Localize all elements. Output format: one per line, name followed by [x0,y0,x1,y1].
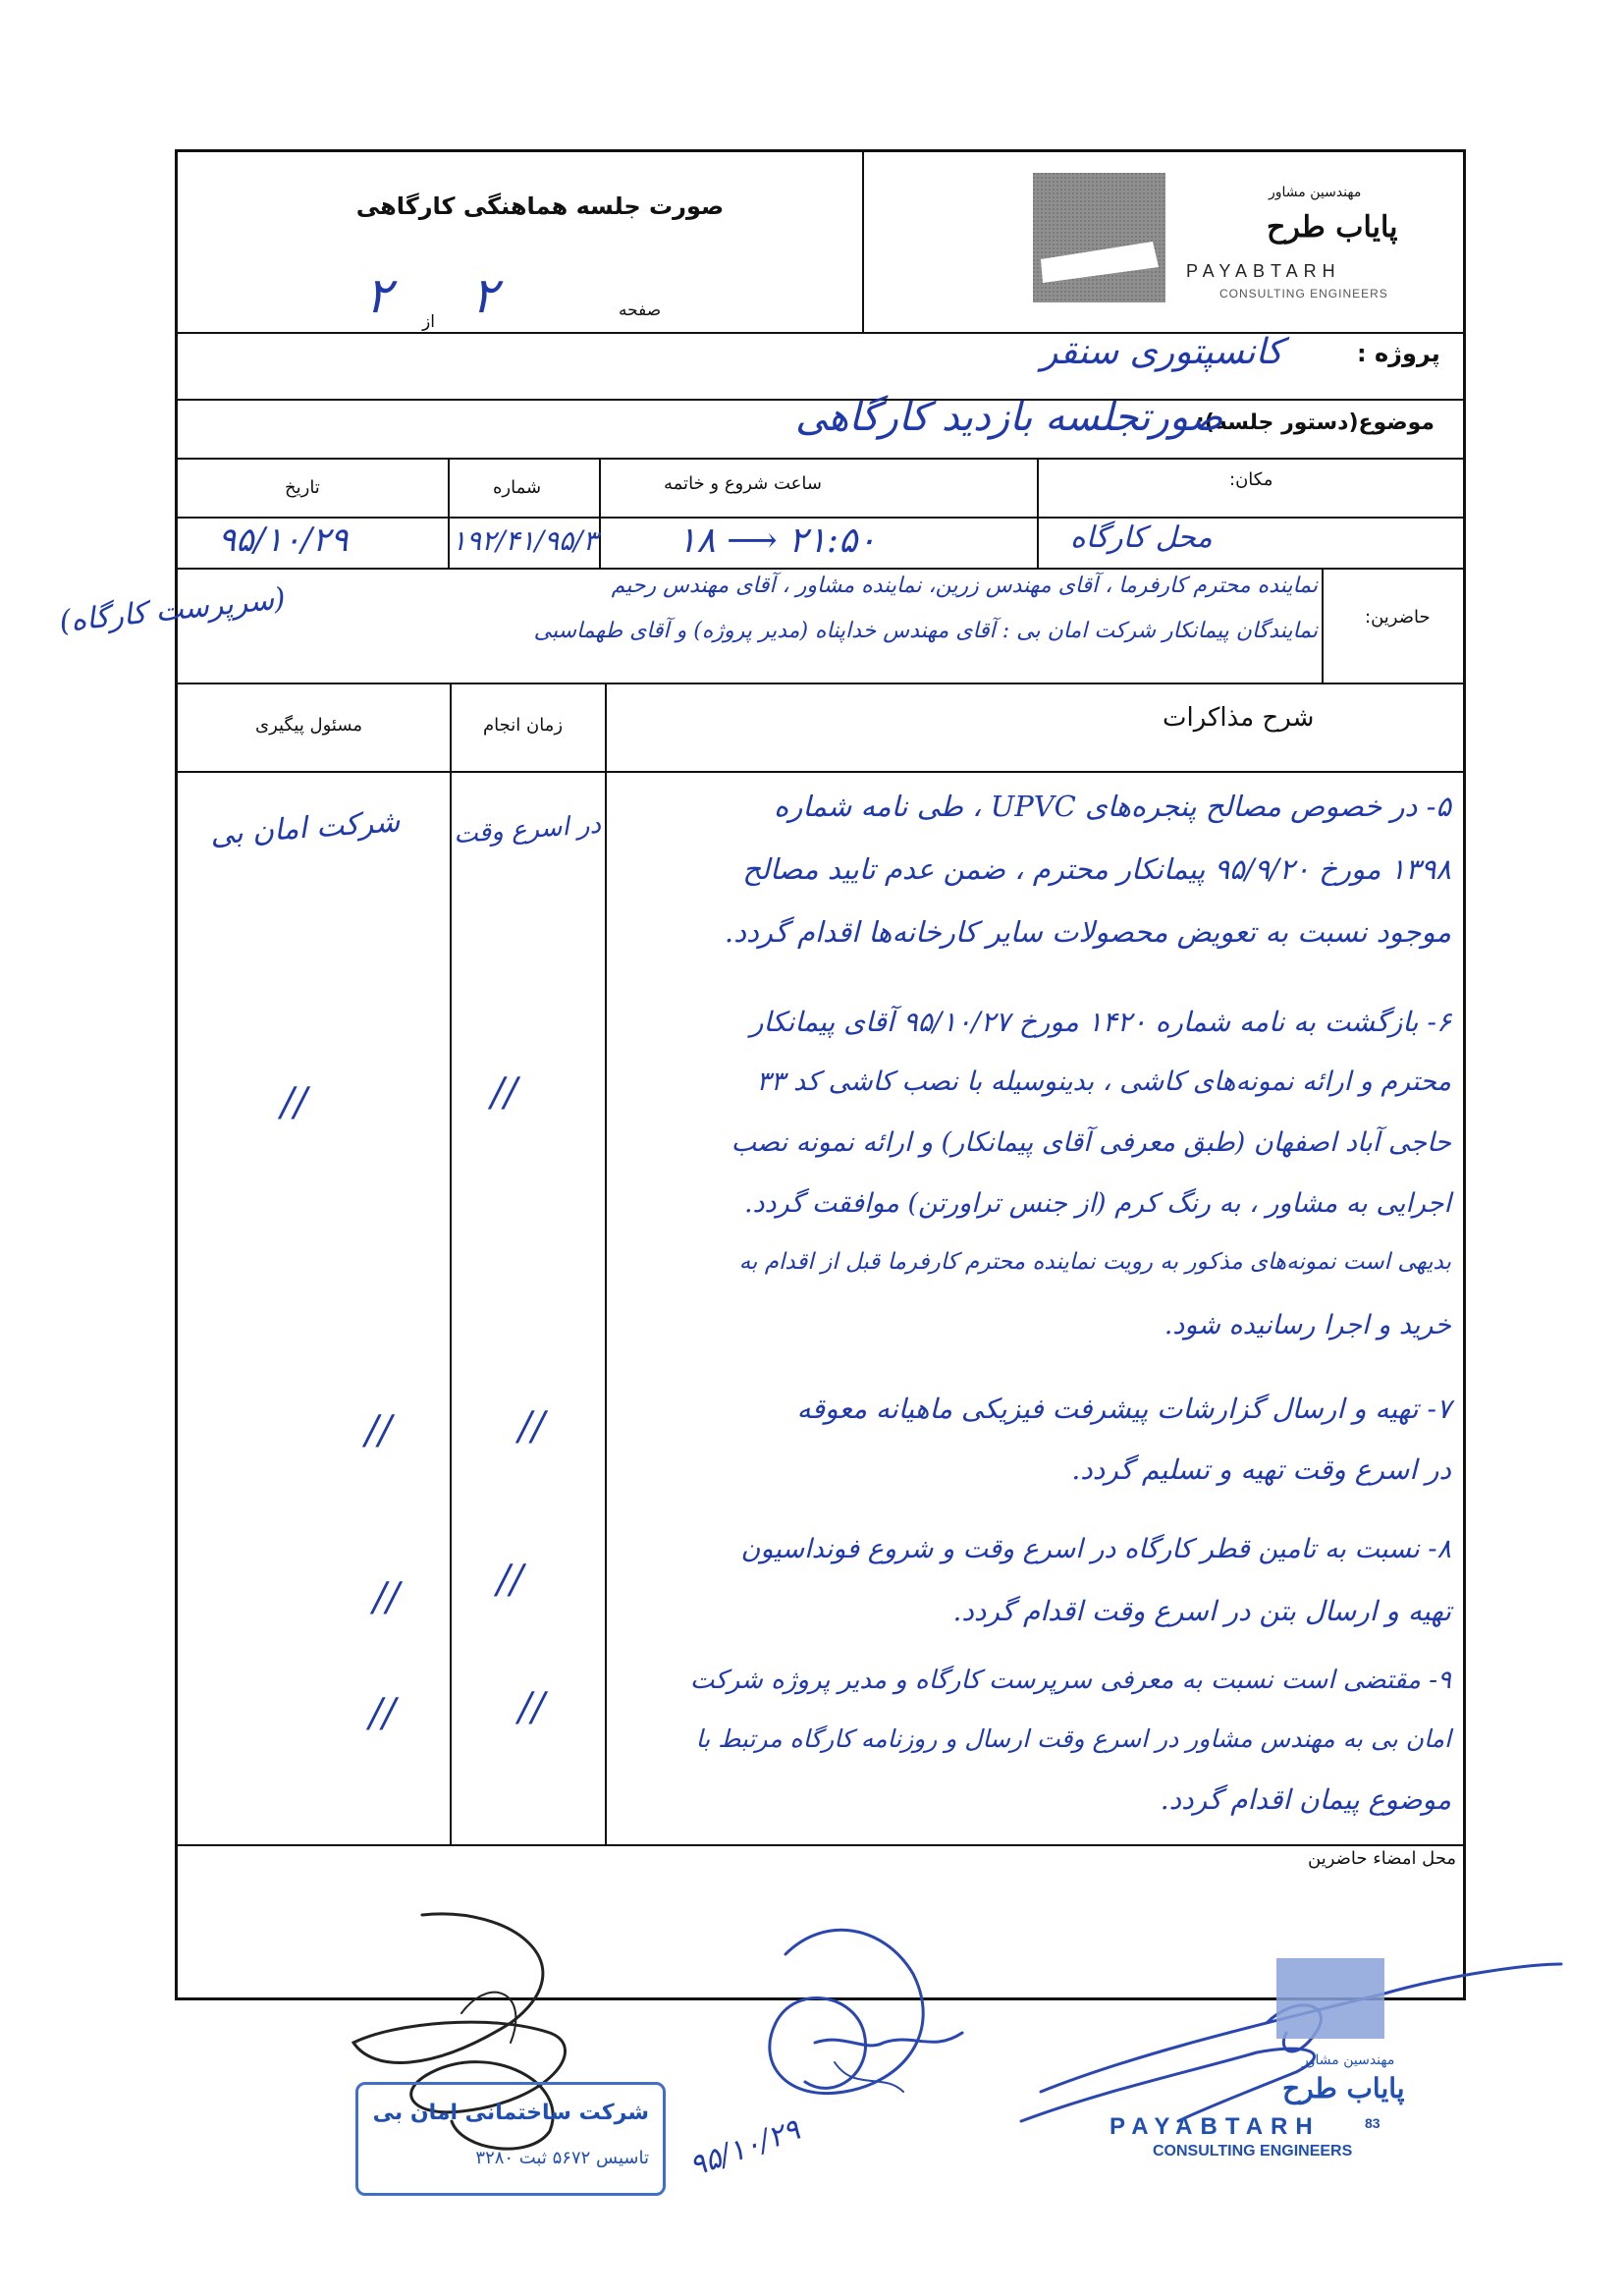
attendees-line-1: نماینده محترم کارفرما ، آقای مهندس زرین، نماینده مشاور ، آقای مهندس رحیم [611,574,1318,598]
item-5-line-1: ۵- در خصوص مصالح پنجره‌های UPVC ، طی نامه شماره [774,790,1451,823]
number-label: شماره [493,477,542,498]
item-6-line-3: حاجی آباد اصفهان (طبق معرفی آقای پیمانکار) و ارائه نمونه نصب [731,1127,1451,1158]
consultant-stamp-fa-name: پایاب طرح [1282,2072,1405,2105]
signature-date: ۹۵/۱۰/۲۹ [684,2112,805,2184]
item-6-line-4: اجرایی به مشاور ، به رنگ کرم (از جنس تراورتن) موافقت گردد. [743,1188,1451,1219]
number-value: ۱۹۲/۴۱/۹۵/۳ [452,524,598,557]
logo-en-sub: CONSULTING ENGINEERS [1219,287,1388,301]
item-6-line-1: ۶- بازگشت به نامه شماره ۱۴۲۰ مورخ ۹۵/۱۰/۲۷ آقای پیمانکار [750,1006,1451,1038]
logo-fa-small: مهندسین مشاور [1269,185,1362,200]
subject-label: موضوع(دستور جلسه): [1196,410,1435,435]
page-total: ۲ [365,267,392,324]
place-label: مکان: [1229,469,1273,490]
company-logo [1031,171,1443,308]
item-9-time: // [518,1685,545,1730]
item-6-line-5: بدیهی است نمونه‌های مذکور به رویت نماینده محترم کارفرما قبل از اقدام به [738,1249,1451,1275]
rule-discussion-header-bottom [175,771,1466,773]
rule-meta-col1 [1037,458,1039,568]
place-value: محل کارگاه [1070,520,1213,555]
time-label: ساعت شروع و خاتمه [664,473,822,494]
responsible-column-header: مسئول پیگیری [255,715,363,736]
item-6-line-2: محترم و ارائه نمونه‌های کاشی ، بدینوسیله با نصب کاشی کد ۳۳ [756,1066,1451,1097]
item-5-responsible: شرکت امان بی [209,804,402,852]
attendees-margin-note: (سرپرست کارگاه) [57,581,288,639]
item-6-line-6: خرید و اجرا رسانیده شود. [1164,1310,1451,1340]
logo-en-name: PAYABTARH [1186,261,1341,281]
rule-meta-bottom [175,568,1466,570]
item-8-line-2: تهیه و ارسال بتن در اسرع وقت اقدام گردد. [952,1595,1451,1627]
signatures-label: محل امضاء حاضرین [1308,1848,1457,1869]
consultant-stamp-en-sub: CONSULTING ENGINEERS [1153,2143,1353,2159]
contractor-stamp-name: شرکت ساختمانی امان بی [372,2101,649,2125]
project-label: پروژه : [1357,340,1440,367]
project-value: کانسپتوری سنقر [1041,332,1283,372]
date-label: تاریخ [285,477,320,498]
rule-meta-col2 [599,458,601,568]
rule-attendees-label-divider [1322,568,1324,683]
item-9-line-1: ۹- مقتضی است نسبت به معرفی سرپرست کارگاه و مدیر پروژه شرکت [689,1666,1451,1695]
logo-fa-name: پایاب طرح [1267,210,1398,245]
consultant-stamp-mark-icon [1276,1958,1384,2039]
logo-mark-icon [1033,173,1165,302]
item-5-time: در اسرع وقت [453,809,602,850]
rule-discussion-col1 [605,683,607,1844]
item-9-responsible: // [369,1691,396,1736]
rule-meta-col3 [448,458,450,568]
item-8-responsible: // [373,1575,400,1620]
rule-subject-bottom [175,458,1466,460]
item-9-line-2: امان بی به مهندس مشاور در اسرع وقت ارسال و روزنامه کارگاه مرتبط با [695,1724,1451,1753]
consultant-stamp [1100,1954,1424,2170]
item-7-line-2: در اسرع وقت تهیه و تسلیم گردد. [1071,1453,1451,1486]
contractor-stamp [355,2082,666,2196]
rule-attendees-bottom [175,683,1466,684]
subject-value: صورتجلسه بازدید کارگاهی [795,395,1223,440]
date-value: ۹۵/۱۰/۲۹ [218,520,349,560]
item-6-time: // [491,1070,517,1116]
item-5-line-2: ۱۳۹۸ مورخ ۹۵/۹/۲۰ پیمانکار محترم ، ضمن عدم تایید مصالح [742,852,1451,886]
rule-meta-mid [175,517,1466,519]
consultant-stamp-fa-small: مهندسین مشاور [1302,2052,1395,2068]
time-value: ۱۸ ⟶ ۲۱:۵۰ [677,520,877,561]
item-9-line-3: موضوع پیمان اقدام گردد. [1160,1783,1451,1816]
item-6-responsible: // [281,1080,307,1125]
consultant-stamp-en: PAYABTARH [1110,2113,1321,2140]
page-label: صفحه [619,301,662,320]
contractor-stamp-reg: تاسیس ۵۶۷۲ ثبت ۳۲۸۰ [475,2148,649,2168]
attendees-line-2: نمایندگان پیمانکار شرکت امان بی : آقای مهندس خداپناه (مدیر پروژه) و آقای طهماسبی [533,619,1318,643]
item-5-line-3: موجود نسبت به تعویض محصولات سایر کارخانه‌ها اقدام گردد. [724,915,1451,949]
consultant-stamp-num: 83 [1365,2115,1380,2131]
discussion-header: شرح مذاکرات [1163,703,1315,733]
rule-discussion-col2 [450,683,452,1844]
rule-discussion-bottom [175,1844,1466,1846]
discussion-items [617,786,1461,1836]
item-7-time: // [518,1404,545,1449]
item-8-line-1: ۸- نسبت به تامین قطر کارگاه در اسرع وقت و شروع فونداسیون [740,1534,1451,1564]
rule-header-divider [862,149,864,332]
item-8-time: // [497,1558,523,1603]
attendees-label: حاضرین: [1365,607,1431,628]
form-title: صورت جلسه هماهنگی کارگاهی [355,192,725,220]
item-7-line-1: ۷- تهیه و ارسال گزارشات پیشرفت فیزیکی ماهیانه معوقه [796,1393,1451,1425]
of-label: از [422,312,435,332]
page-current: ۲ [471,267,498,324]
time-column-header: زمان انجام [483,715,564,736]
item-7-responsible: // [365,1408,392,1453]
